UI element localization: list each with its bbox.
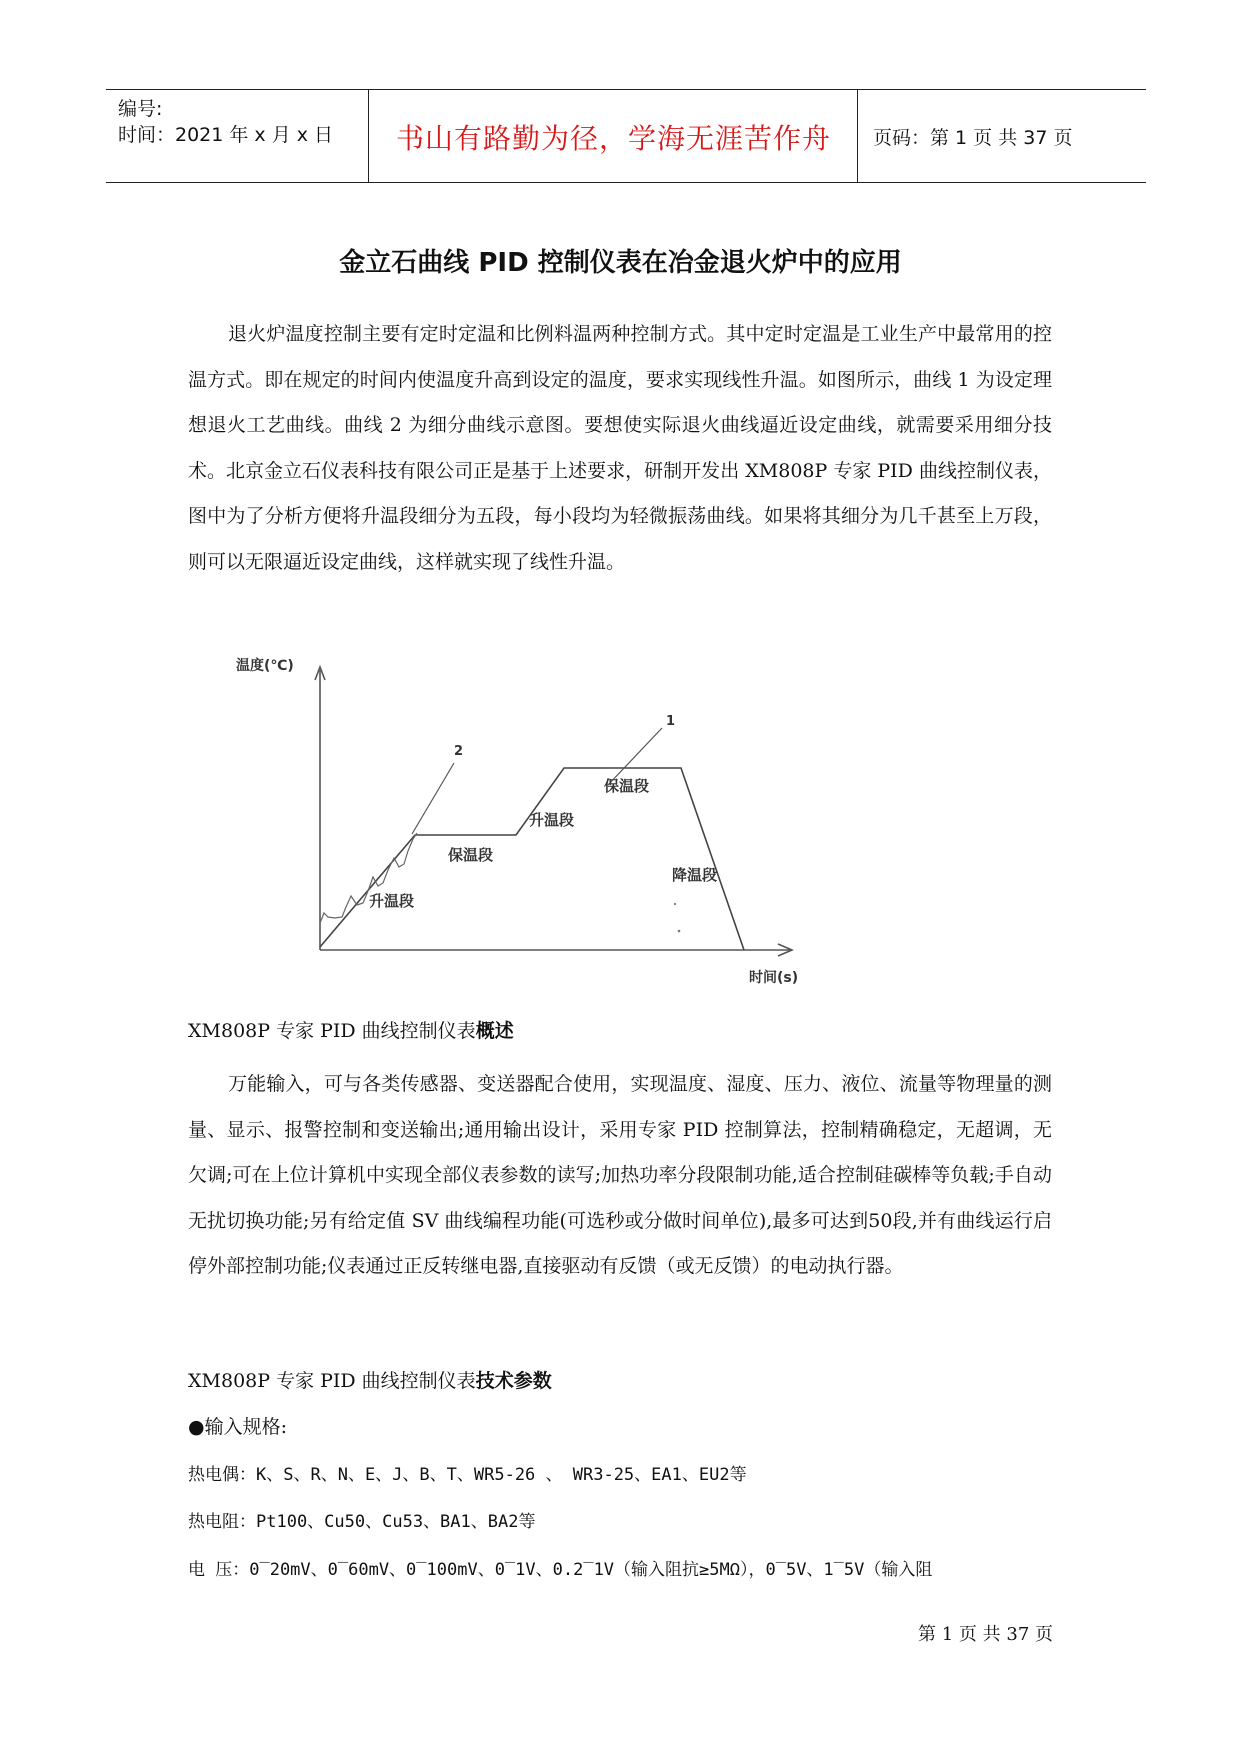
leader-2	[412, 763, 454, 834]
annealing-curve-diagram	[232, 655, 832, 1001]
x-axis-label: 时间(s)	[749, 970, 799, 986]
segment-rise-1: 升温段	[369, 892, 415, 910]
speck	[678, 930, 681, 933]
curve-1-label: 1	[666, 714, 676, 729]
y-axis-label: 温度(℃)	[236, 658, 294, 674]
date-label: 时间：2021 年 x 月 x 日	[118, 124, 334, 146]
overview-heading-bold: 概述	[475, 1020, 514, 1042]
number-label: 编号:	[118, 98, 163, 120]
params-heading	[188, 1366, 552, 1393]
thermocouple-line: 热电偶：K、S、R、N、E、J、B、T、WR5-26 、 WR3-25、EA1、EU2等	[188, 1465, 747, 1485]
curve-2-label: 2	[454, 744, 464, 759]
header-info-cell	[106, 90, 369, 182]
params-heading-prefix: XM808P 专家 PID 曲线控制仪表	[188, 1370, 476, 1392]
header-page-cell	[859, 90, 1146, 182]
overview-heading	[188, 1016, 514, 1043]
page-number: 页码：第 1 页 共 37 页	[873, 127, 1073, 149]
footer-page-number: 第 1 页 共 37 页	[918, 1624, 1053, 1645]
header-motto-cell	[370, 90, 858, 182]
segment-hold-1: 保温段	[448, 846, 494, 864]
intro-paragraph	[188, 312, 1052, 585]
segment-rise-2: 升温段	[529, 811, 575, 829]
motto: 书山有路勤为径，学海无涯苦作舟	[395, 122, 831, 155]
rtd-line: 热电阻：Pt100、Cu50、Cu53、BA1、BA2等	[188, 1512, 536, 1532]
voltage-line: 电 压：0‾20mV、0‾60mV、0‾100mV、0‾1V、0.2‾1V（输入阻抗≥5MΩ），0‾5V、1‾5V（输入阻	[188, 1560, 933, 1580]
curve-1-ideal	[320, 768, 744, 950]
document-title: 金立石曲线 PID 控制仪表在冶金退火炉中的应用	[339, 248, 902, 278]
intro-text: 退火炉温度控制主要有定时定温和比例料温两种控制方式。其中定时定温是工业生产中最常用的控温方式。即在规定的时间内使温度升高到设定的温度，要求实现线性升温。如图所示，曲线 1 为设定理想退火工艺曲线。曲线 2 为细分曲线示意图。要想使实际退火曲线逼近设定曲线，就需要采用细分技术。北京金立石仪表科技有限公司正是基于上述要求，研制开发出 XM808P 专家 PID 曲线控制仪表，图中为了分析方便将升温段细分为五段，每小段均为轻微振荡曲线。如果将其细分为几千甚至上万段，则可以无限逼近设定曲线，这样就实现了线性升温。	[188, 323, 1052, 573]
overview-heading-prefix: XM808P 专家 PID 曲线控制仪表	[188, 1020, 476, 1042]
segment-fall: 降温段	[672, 866, 718, 884]
speck	[674, 903, 676, 905]
params-heading-bold: 技术参数	[475, 1370, 552, 1392]
annealing-curve-figure	[232, 655, 832, 1001]
segment-hold-2: 保温段	[604, 777, 650, 795]
header-table	[106, 89, 1146, 183]
input-spec-line: ●输入规格:	[188, 1416, 287, 1438]
overview-text: 万能输入，可与各类传感器、变送器配合使用，实现温度、湿度、压力、液位、流量等物理量的测量、显示、报警控制和变送输出;通用输出设计，采用专家 PID 控制算法，控制精确稳定，无超调，无欠调;可在上位计算机中实现全部仪表参数的读写;加热功率分段限制功能,适合控制硅碳棒等负载;手自动无扰切换功能;另有给定值 SV 曲线编程功能(可选秒或分做时间单位),最多可达到50段,并有曲线运行启停外部控制功能;仪表通过正反转继电器,直接驱动有反馈（或无反馈）的电动执行器。	[188, 1073, 1052, 1277]
overview-paragraph	[188, 1062, 1052, 1290]
